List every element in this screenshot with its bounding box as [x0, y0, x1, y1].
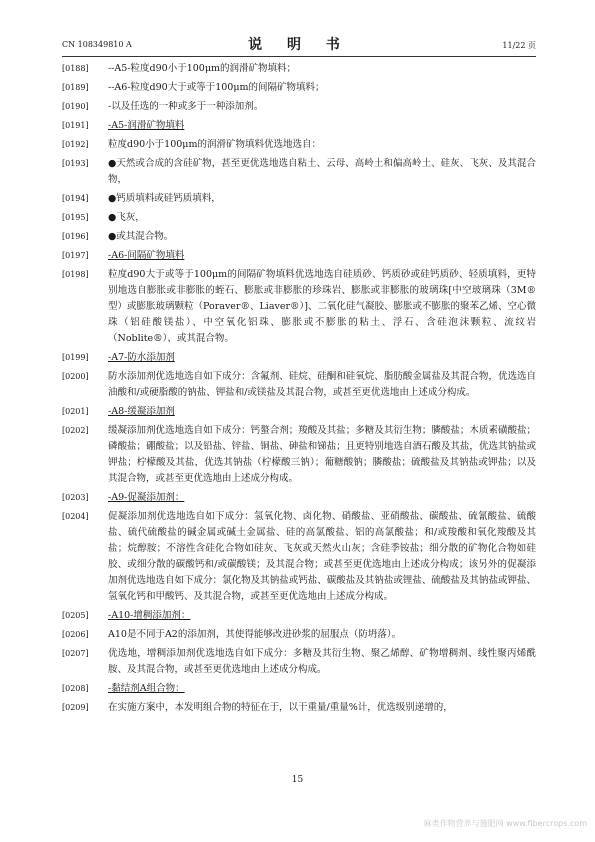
paragraph-number: [0203] [62, 493, 89, 502]
paragraph-number: [0191] [62, 121, 89, 130]
paragraph-text: -A6-间隔矿物填料 [108, 250, 185, 261]
paragraph-number: [0206] [62, 630, 89, 639]
paragraph-text: -黏结剂A组合物： [108, 683, 185, 694]
paragraph-text: 优选地，增稠添加剂优选地选自如下成分：多糖及其衍生物、聚乙烯醇、矿物增稠剂、线性聚丙烯酰胺、及其混合物，或甚至更优选地由上述成分构成。 [108, 648, 536, 675]
paragraph-text: -A8-缓凝添加剂 [108, 406, 175, 417]
paragraph-number: [0205] [62, 611, 89, 620]
paragraph [62, 404, 536, 420]
paragraph [62, 61, 536, 77]
paragraph-text: 粒度d90大于或等于100μm的间隔矿物填料优选地选自硅质砂、钙质砂或硅钙质砂、轻质填料，更特别地选自膨胀或非膨胀的蛭石、膨胀或非膨胀的珍珠岩、膨胀或非膨胀的玻璃珠[中空玻璃珠（3M®型）或膨胀玻璃颗粒（Poraver®、Liaver®）]、二氧化硅气凝胶、膨胀或不膨胀的聚苯乙烯、空心微珠（铝硅酸镁盐）、中空氧化铝珠、膨胀或不膨胀的粘土、浮石、含硅泡沫颗粒、流纹岩（Noblite®）、或其混合物。 [108, 269, 536, 344]
paragraph-text: --A6-粒度d90大于或等于100μm的间隔矿物填料； [108, 82, 325, 93]
paragraph [62, 99, 536, 115]
paragraph-text: 缓凝添加剂优选地选自如下成分：钙螯合剂；羧酸及其盐；多糖及其衍生物；膦酸盐；木质素磺酸盐；磷酸盐；硼酸盐；以及铅盐、锌盐、铜盐、砷盐和锑盐；且更特别地选自酒石酸及其盐，优选其钠盐或钾盐；柠檬酸及其盐，优选其钠盐（柠檬酸三钠）；葡糖酸钠；膦酸盐；硫酸盐及其钠盐或钾盐；以及其混合物，或甚至更优选地由上述成分构成。 [108, 425, 536, 484]
paragraph-text: -以及任选的一种或多于一种添加剂。 [108, 101, 264, 112]
paragraph [62, 191, 536, 207]
watermark: 麻类作物营养与施肥网 www.fibercrops.com [423, 819, 587, 828]
paragraph-number: [0198] [62, 270, 89, 279]
paragraph [62, 627, 536, 643]
paragraph [62, 681, 536, 697]
paragraph-number: [0189] [62, 83, 89, 92]
paragraph [62, 646, 536, 678]
paragraph [62, 229, 536, 245]
paragraph [62, 350, 536, 366]
paragraph-number: [0196] [62, 232, 89, 241]
publication-number: CN 108349810 A [62, 40, 132, 49]
paragraph [62, 490, 536, 506]
paragraph-number: [0192] [62, 140, 89, 149]
paragraph-number: [0194] [62, 194, 89, 203]
paragraph-text: --A5-粒度d90小于100μm的润滑矿物填料； [108, 63, 297, 74]
page-header [62, 34, 536, 54]
paragraph [62, 118, 536, 134]
paragraph [62, 156, 536, 188]
paragraph-text: -A10-增稠添加剂： [108, 610, 191, 621]
paragraph [62, 137, 536, 153]
paragraph-text: 在实施方案中，本发明组合物的特征在于，以干重量/重量%计，优选级别递增的， [108, 702, 453, 713]
paragraph-text: A10是不同于A2的添加剂，其使得能够改进砂浆的屈服点（防坍落）。 [108, 629, 402, 640]
paragraph [62, 509, 536, 605]
paragraph [62, 80, 536, 96]
page-count: 11/22 页 [502, 41, 536, 50]
paragraph-number: [0197] [62, 251, 89, 260]
paragraph-number: [0201] [62, 407, 89, 416]
paragraph-text: ●天然或合成的含硅矿物，甚至更优选地选自粘土、云母、高岭土和偏高岭土、硅灰、飞灰、及其混合物， [108, 158, 536, 185]
paragraph [62, 210, 536, 226]
paragraph-text: ●或其混合物。 [108, 231, 174, 242]
document-title: 说 明 书 [248, 37, 350, 53]
paragraph-number: [0208] [62, 684, 89, 693]
header-divider [62, 56, 536, 57]
paragraph-number: [0188] [62, 64, 89, 73]
document-body [62, 61, 536, 719]
paragraph-number: [0193] [62, 159, 89, 168]
paragraph-text: -A9-促凝添加剂： [108, 492, 185, 503]
paragraph [62, 700, 536, 716]
paragraph-number: [0204] [62, 512, 89, 521]
paragraph-text: 促凝添加剂优选地选自如下成分：氢氧化物、卤化物、硝酸盐、亚硝酸盐、碳酸盐、硫氰酸盐、硫酸盐、硫代硫酸盐的碱金属或碱土金属盐、硅的高氯酸盐、铝的高氯酸盐；和/或羧酸和氧化羧酸及其盐；烷醇胺；不溶性含硅化合物如硅灰、飞灰或天然火山灰；含硅季铵盐；细分散的矿物化合物如硅胶、或细分散的碳酸钙和/或碳酸镁；及其混合物；或甚至更优选地由上述成分构成；该另外的促凝添加剂优选地选自如下成分：氯化物及其钠盐或钙盐、碳酸盐及其钠盐或锂盐、硫酸盐及其钠盐或钾盐、氢氧化钙和甲酸钙、及其混合物，或甚至更优选地由上述成分构成。 [108, 511, 536, 602]
paragraph [62, 608, 536, 624]
paragraph-text: 粒度d90小于100μm的润滑矿物填料优选地选自： [108, 139, 321, 150]
paragraph [62, 423, 536, 487]
paragraph-text: -A7-防水添加剂 [108, 352, 175, 363]
paragraph-text: 防水添加剂优选地选自如下成分：含氟剂、硅烷、硅酮和硅氧烷、脂肪酸金属盐及其混合物，优选选自油酸和/或硬脂酸的钠盐、钾盐和/或镁盐及其混合物，或甚至更优选地由上述成分构成。 [108, 371, 536, 398]
paragraph-text: ●钙质填料或硅钙质填料， [108, 193, 221, 204]
paragraph [62, 248, 536, 264]
paragraph [62, 267, 536, 347]
paragraph-number: [0199] [62, 353, 89, 362]
paragraph-number: [0209] [62, 703, 89, 712]
paragraph-number: [0195] [62, 213, 89, 222]
paragraph-number: [0200] [62, 372, 89, 381]
paragraph-number: [0207] [62, 649, 89, 658]
page-number: 15 [291, 775, 304, 785]
paragraph-number: [0190] [62, 102, 89, 111]
paragraph-text: ●飞灰， [108, 212, 145, 223]
paragraph-text: -A5-润滑矿物填料 [108, 120, 185, 131]
paragraph-number: [0202] [62, 426, 89, 435]
paragraph [62, 369, 536, 401]
